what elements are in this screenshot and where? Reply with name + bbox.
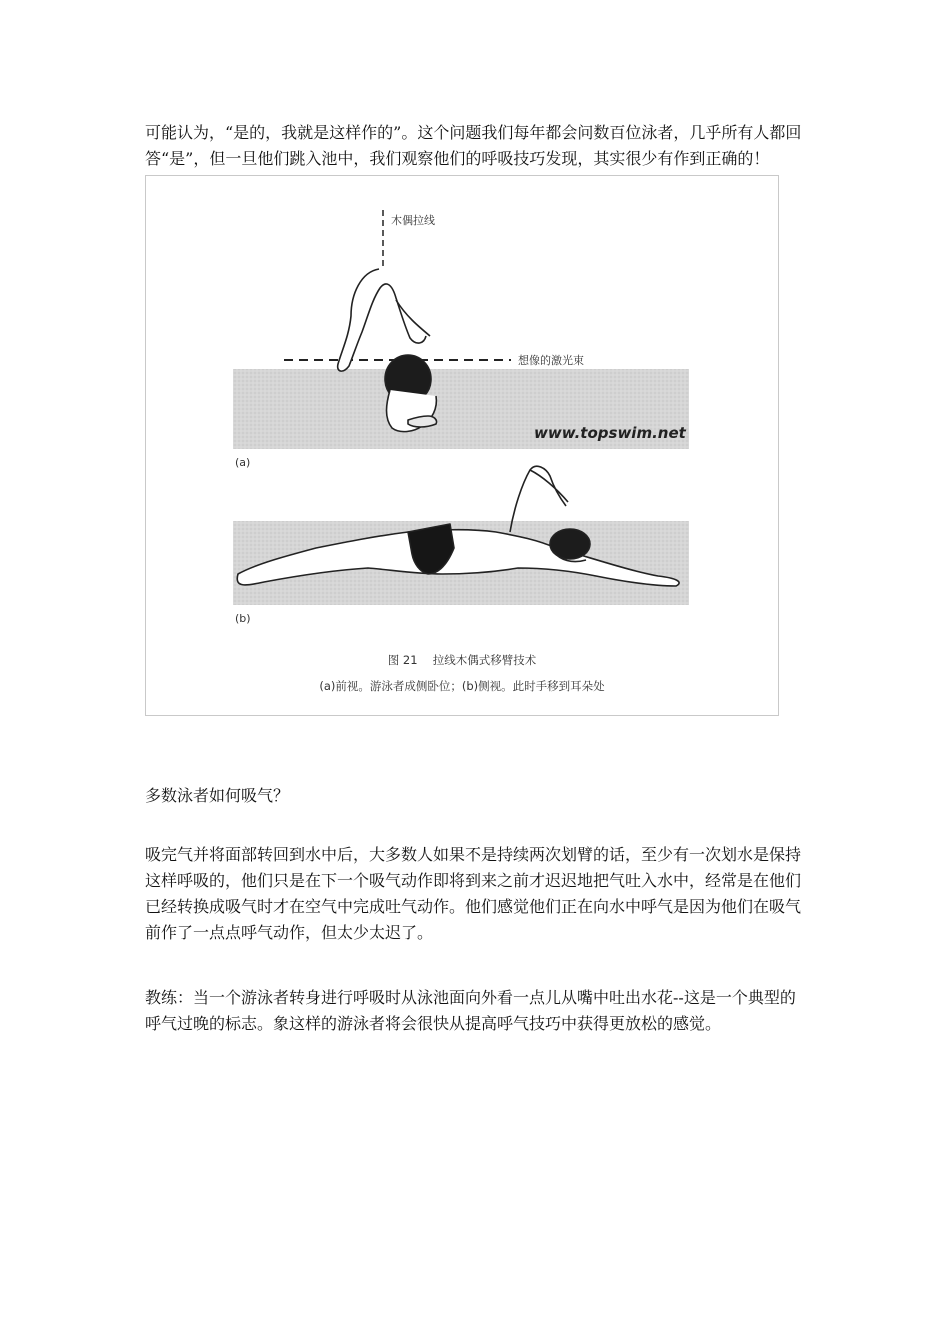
section-heading: 多数泳者如何吸气？: [145, 786, 290, 805]
figure-caption-title: 图 21 拉线木偶式移臂技术: [387, 653, 537, 667]
coach-paragraph: 教练：当一个游泳者转身进行呼吸时从泳池面向外看一点儿从嘴中吐出水花--这是一个典型的呼气过晚的标志。象这样的游泳者将会很快从提高呼气技巧中获得更放松的感觉。: [145, 988, 796, 1033]
panel-a-label: (a): [235, 456, 251, 469]
figure-swim-technique: [145, 175, 779, 716]
label-puppet-string: 木偶拉线: [391, 214, 435, 227]
intro-paragraph: 可能认为，“是的，我就是这样作的”。这个问题我们每年都会问数百位泳者，几乎所有人都回答“是”，但一旦他们跳入池中，我们观察他们的呼吸技巧发现，其实很少有作到正确的！: [145, 123, 802, 168]
body-paragraph: 吸完气并将面部转回到水中后，大多数人如果不是持续两次划臂的话，至少有一次划水是保持这样呼吸的，他们只是在下一个吸气动作即将到来之前才迟迟地把气吐入水中，经常是在他们已经转换成吸气时才在空气中完成吐气动作。他们感觉他们正在向水中呼气是因为他们在吸气前作了一点点呼气动作，但太少太迟了。: [145, 845, 802, 942]
panel-b-label: (b): [235, 612, 251, 625]
figure-illustration: [146, 176, 778, 715]
figure-caption-description: (a)前视。游泳者成侧卧位；(b)侧视。此时手移到耳朵处: [319, 679, 605, 693]
label-laser-beam: 想像的激光束: [518, 354, 584, 367]
watermark: www.topswim.net: [534, 424, 686, 442]
